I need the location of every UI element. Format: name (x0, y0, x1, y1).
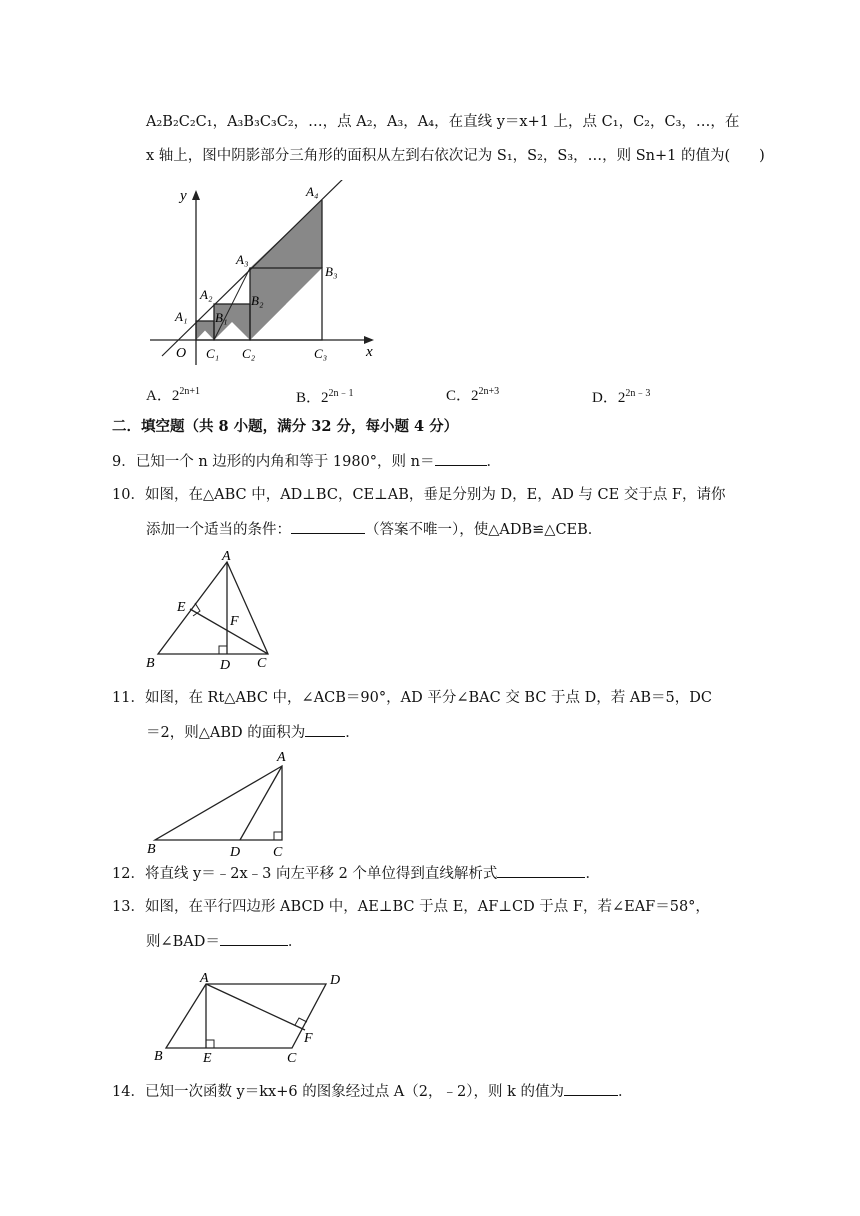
svg-text:C: C (287, 1051, 297, 1066)
q8-option-d[interactable]: D．$2^{2n﹣3}$ (592, 388, 651, 406)
q12: 12．将直线 y＝﹣2x﹣3 向左平移 2 个单位得到直线解析式 ． (112, 863, 600, 884)
q8-label-c3: C₃ (314, 346, 328, 361)
q8-label-c2: C₂ (242, 346, 256, 361)
q10-num: 10． (112, 487, 145, 503)
svg-text:C: C (273, 845, 283, 860)
q13-num: 13． (112, 899, 145, 915)
q8-option-c[interactable]: C．$2^{2n+3}$ (446, 386, 500, 404)
q13-line1: 13．如图，在平行四边形 ABCD 中，AE⊥BC 于点 E，AF⊥CD 于点 F，若∠EAF＝58°， (112, 899, 710, 915)
q8-option-b[interactable]: B．$2^{2n﹣1}$ (296, 388, 354, 406)
q9: 9．已知一个 n 边形的内角和等于 1980°，则 n＝ ． (112, 451, 501, 472)
svg-text:D: D (230, 845, 241, 860)
q8-label-b1: B₁ (215, 310, 228, 325)
svg-text:B: B (147, 842, 156, 857)
q12-blank[interactable] (497, 863, 585, 878)
q8-label-a2: A₂ (200, 287, 213, 302)
svg-text:D: D (330, 973, 341, 988)
q8-label-c1: C₁ (206, 346, 220, 361)
svg-text:E: E (177, 600, 186, 615)
q11-figure (140, 748, 300, 860)
q8-figure (146, 180, 386, 375)
q10-blank[interactable] (291, 519, 365, 534)
q13-line2: 则∠BAD＝ ． (146, 931, 302, 952)
q11-line2: ＝2，则△ABD 的面积为 ． (146, 722, 360, 743)
svg-text:A: A (200, 971, 209, 986)
q11-blank[interactable] (305, 722, 345, 737)
q8-text-line1: A₂B₂C₂C₁，A₃B₃C₃C₂，…，点 A₂，A₃，A₄，在直线 y＝x+1 上，点 C₁，C₂，C₃，…，在 (146, 114, 740, 130)
svg-text:F: F (230, 614, 239, 629)
q12-num: 12． (112, 866, 145, 882)
q10-line2: 添加一个适当的条件： （答案不唯一），使△ADB≌△CEB． (146, 519, 602, 540)
q14: 14．已知一次函数 y＝kx+6 的图象经过点 A（2，﹣2），则 k 的值为 ． (112, 1081, 633, 1102)
q9-blank[interactable] (435, 451, 487, 466)
q8-label-o: O (176, 346, 187, 361)
q8-option-a[interactable]: A．$2^{2n+1}$ (146, 386, 200, 404)
svg-text:A: A (222, 549, 231, 564)
q8-label-b3: B₃ (325, 264, 338, 279)
svg-text:E: E (203, 1051, 212, 1066)
section-heading: 二．填空题（共 8 小题，满分 32 分，每小题 4 分） (112, 418, 459, 435)
q10-figure (140, 548, 280, 674)
svg-text:C: C (257, 656, 267, 671)
q8-label-a1: A₁ (175, 309, 188, 324)
q8-text-line2: x 轴上，图中阴影部分三角形的面积从左到右依次记为 S₁，S₂，S₃，…，则 Sn+1 的值为( ) (146, 148, 765, 164)
q8-label-x: x (366, 344, 373, 360)
q8-label-b2: B₂ (251, 293, 264, 308)
q9-num: 9． (112, 454, 136, 470)
q11-line1: 11．如图，在 Rt△ABC 中，∠ACB＝90°，AD 平分∠BAC 交 BC 于点 D，若 AB＝5，DC (112, 690, 712, 706)
svg-text:A: A (277, 750, 286, 765)
q8-label-y: y (180, 188, 187, 204)
svg-text:D: D (220, 658, 231, 673)
q13-blank[interactable] (220, 931, 288, 946)
q11-num: 11． (112, 690, 145, 706)
svg-text:B: B (146, 656, 155, 671)
q14-num: 14． (112, 1084, 145, 1100)
svg-text:F: F (304, 1031, 313, 1046)
q10-line1: 10．如图，在△ABC 中，AD⊥BC，CE⊥AB，垂足分别为 D，E，AD 与 CE 交于点 F，请你 (112, 487, 726, 503)
q9-text: 已知一个 n 边形的内角和等于 1980°，则 n＝ (135, 454, 435, 470)
svg-text:B: B (154, 1049, 163, 1064)
q14-blank[interactable] (564, 1081, 618, 1096)
q8-label-a3: A₃ (236, 252, 249, 267)
q8-label-a4: A₄ (306, 184, 319, 199)
q13-figure (140, 962, 360, 1070)
